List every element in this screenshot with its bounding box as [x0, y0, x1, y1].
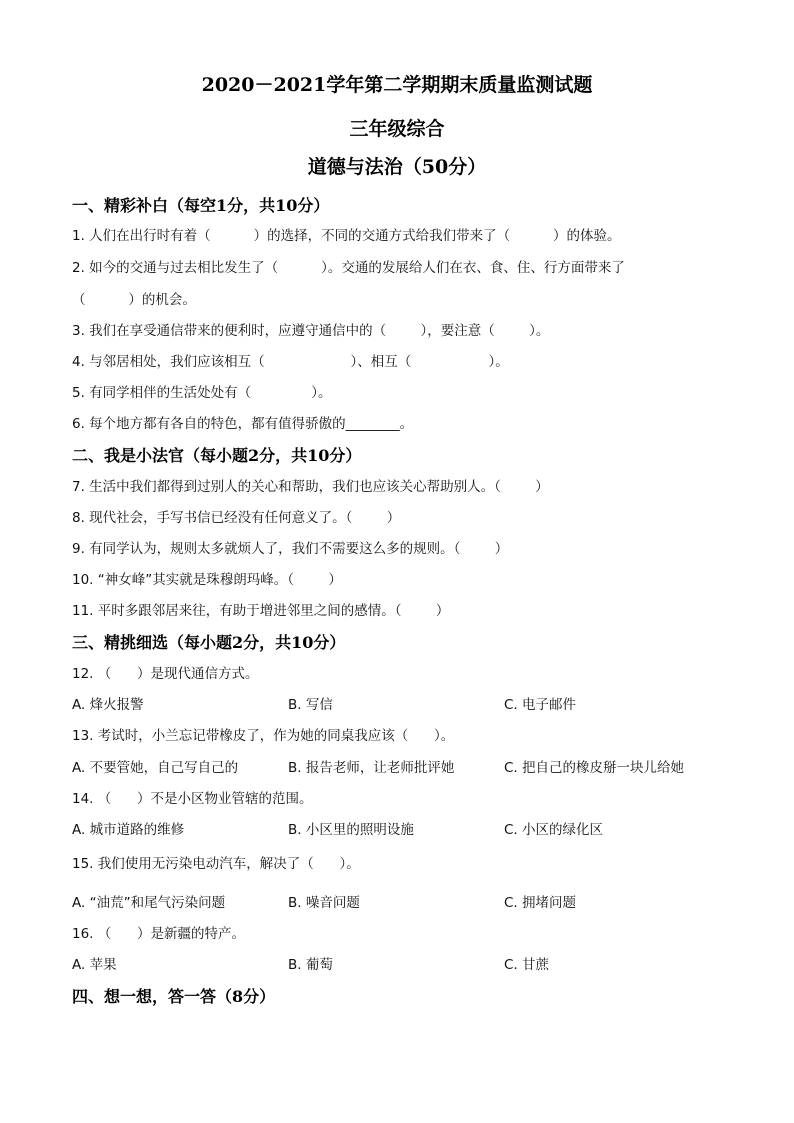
- question-15-option-c: C. 拥堵问题: [504, 895, 577, 911]
- section-heading-fill-blanks: 一、精彩补白（每空1分，共10分）: [72, 196, 330, 215]
- question-7: 7. 生活中我们都得到过别人的关心和帮助，我们也应该关心帮助别人。（ ）: [72, 479, 549, 495]
- question-15-option-a: A. “油荒”和尾气污染问题: [72, 895, 226, 911]
- question-12-option-b: B. 写信: [288, 697, 333, 713]
- question-14: 14. （ ）不是小区物业管辖的范围。: [72, 791, 313, 807]
- exam-title: 2020－2021学年第二学期期末质量监测试题: [201, 74, 593, 96]
- grade-title: 三年级综合: [349, 118, 445, 140]
- section-heading-short-answer: 四、想一想，答一答（8分）: [72, 987, 276, 1006]
- subject-title: 道德与法治（50分）: [307, 156, 487, 178]
- question-2-line-1: 2. 如今的交通与过去相比发生了（ ）。交通的发展给人们在衣、食、住、行方面带来了: [72, 260, 625, 276]
- question-12-option-a: A. 烽火报警: [72, 697, 144, 713]
- question-3: 3. 我们在享受通信带来的便利时，应遵守通信中的（ ），要注意（ ）。: [72, 323, 550, 339]
- question-9: 9. 有同学认为，规则太多就烦人了，我们不需要这么多的规则。（ ）: [72, 541, 509, 557]
- question-12: 12. （ ）是现代通信方式。: [72, 666, 259, 682]
- question-13-option-a: A. 不要管她，自己写自己的: [72, 760, 239, 776]
- question-16-option-b: B. 葡萄: [288, 957, 333, 973]
- question-1: 1. 人们在出行时有着（ ）的选择，不同的交通方式给我们带来了（ ）的体验。: [72, 228, 621, 244]
- question-14-option-a: A. 城市道路的维修: [72, 822, 185, 838]
- question-13-option-c: C. 把自己的橡皮掰一块儿给她: [504, 760, 685, 776]
- question-6: 6. 每个地方都有各自的特色，都有值得骄傲的________。: [72, 416, 414, 432]
- question-15: 15. 我们使用无污染电动汽车，解决了（ ）。: [72, 856, 360, 872]
- question-11: 11. 平时多跟邻居来往，有助于增进邻里之间的感情。（ ）: [72, 603, 450, 619]
- question-16: 16. （ ）是新疆的特产。: [72, 926, 246, 942]
- section-heading-judge: 二、我是小法官（每小题2分，共10分）: [72, 446, 362, 465]
- question-16-option-c: C. 甘蔗: [504, 957, 550, 973]
- question-13-option-b: B. 报告老师，让老师批评她: [288, 760, 455, 776]
- question-10: 10. “神女峰”其实就是珠穆朗玛峰。（ ）: [72, 572, 342, 588]
- question-13: 13. 考试时，小兰忘记带橡皮了，作为她的同桌我应该（ ）。: [72, 728, 455, 744]
- question-8: 8. 现代社会，手写书信已经没有任何意义了。（ ）: [72, 510, 401, 526]
- question-14-option-c: C. 小区的绿化区: [504, 822, 604, 838]
- question-2-line-2: （ ）的机会。: [72, 292, 196, 308]
- section-heading-multiple-choice: 三、精挑细选（每小题2分，共10分）: [72, 633, 346, 652]
- question-12-option-c: C. 电子邮件: [504, 697, 577, 713]
- question-14-option-b: B. 小区里的照明设施: [288, 822, 414, 838]
- question-5: 5. 有同学相伴的生活处处有（ ）。: [72, 385, 332, 401]
- question-4: 4. 与邻居相处，我们应该相互（ ）、相互（ ）。: [72, 354, 509, 370]
- question-15-option-b: B. 噪音问题: [288, 895, 360, 911]
- question-16-option-a: A. 苹果: [72, 957, 117, 973]
